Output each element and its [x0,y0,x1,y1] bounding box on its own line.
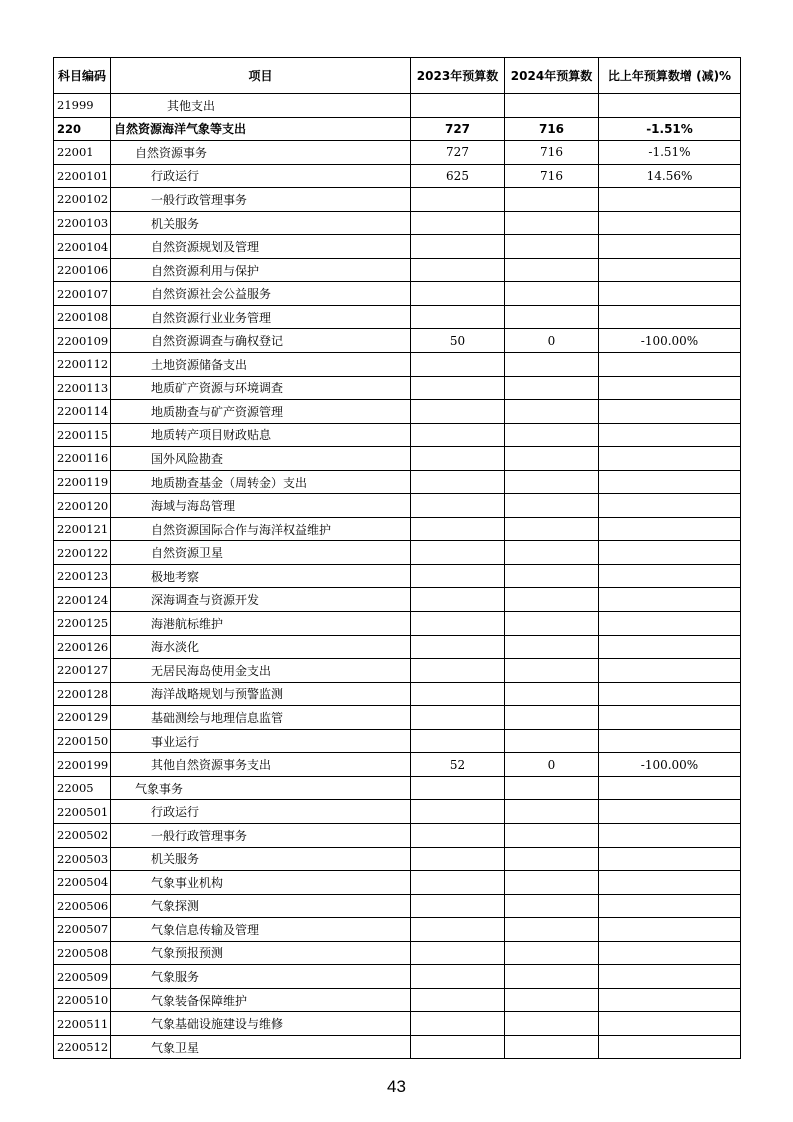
row-change [599,682,741,706]
row-code: 2200116 [54,447,111,471]
row-budget-2023 [411,494,505,518]
row-code: 2200101 [54,164,111,188]
row-code: 21999 [54,94,111,118]
table-row [54,517,741,541]
row-change [599,517,741,541]
row-budget-2023 [411,729,505,753]
row-budget-2024 [505,682,599,706]
row-budget-2023: 727 [411,117,505,141]
row-budget-2023 [411,235,505,259]
table-row [54,729,741,753]
row-name: 其他支出 [111,94,411,118]
row-change: -1.51% [599,117,741,141]
row-budget-2024 [505,871,599,895]
row-name: 一般行政管理事务 [111,188,411,212]
row-name: 气象事业机构 [111,871,411,895]
row-change [599,612,741,636]
row-code: 2200114 [54,400,111,424]
row-budget-2023 [411,353,505,377]
table-row [54,164,741,188]
row-name: 自然资源国际合作与海洋权益维护 [111,517,411,541]
row-change [599,988,741,1012]
table-row [54,612,741,636]
row-change: -100.00% [599,753,741,777]
header-change: 比上年预算数增 (减)% [599,58,741,94]
table-row [54,400,741,424]
table-row [54,188,741,212]
row-budget-2023 [411,541,505,565]
table-row [54,823,741,847]
row-name: 自然资源社会公益服务 [111,282,411,306]
row-change [599,894,741,918]
row-code: 22001 [54,141,111,165]
row-budget-2024 [505,423,599,447]
row-name: 机关服务 [111,847,411,871]
row-change [599,188,741,212]
row-budget-2024 [505,1012,599,1036]
table-row [54,541,741,565]
row-budget-2024 [505,541,599,565]
row-budget-2024 [505,305,599,329]
row-code: 2200511 [54,1012,111,1036]
row-budget-2024 [505,941,599,965]
row-code: 2200107 [54,282,111,306]
row-budget-2024 [505,470,599,494]
row-name: 地质转产项目财政贴息 [111,423,411,447]
row-change [599,494,741,518]
row-name: 海域与海岛管理 [111,494,411,518]
row-code: 2200103 [54,211,111,235]
table-row [54,564,741,588]
row-budget-2023: 52 [411,753,505,777]
row-budget-2023 [411,682,505,706]
row-budget-2023 [411,588,505,612]
row-budget-2024 [505,988,599,1012]
table-row [54,894,741,918]
row-name: 行政运行 [111,164,411,188]
row-code: 2200129 [54,706,111,730]
row-budget-2023 [411,823,505,847]
row-name: 极地考察 [111,564,411,588]
row-budget-2024 [505,447,599,471]
row-name: 海港航标维护 [111,612,411,636]
row-budget-2024 [505,94,599,118]
row-name: 气象装备保障维护 [111,988,411,1012]
row-budget-2023 [411,800,505,824]
row-change [599,588,741,612]
table-row [54,871,741,895]
row-change [599,211,741,235]
row-budget-2023 [411,376,505,400]
table-row [54,376,741,400]
table-row [54,423,741,447]
row-name: 国外风险勘查 [111,447,411,471]
header-budget-2023: 2023年预算数 [411,58,505,94]
row-change [599,941,741,965]
row-name: 土地资源储备支出 [111,353,411,377]
row-code: 2200150 [54,729,111,753]
row-budget-2024 [505,776,599,800]
row-budget-2024: 716 [505,164,599,188]
row-budget-2024: 0 [505,753,599,777]
table-row [54,329,741,353]
row-code: 2200512 [54,1035,111,1059]
table-row [54,141,741,165]
row-change [599,823,741,847]
row-change [599,447,741,471]
row-budget-2023 [411,470,505,494]
row-code: 2200504 [54,871,111,895]
row-budget-2024 [505,400,599,424]
table-row [54,588,741,612]
row-budget-2024 [505,235,599,259]
table-row [54,94,741,118]
row-code: 2200506 [54,894,111,918]
row-name: 自然资源海洋气象等支出 [111,117,411,141]
table-row [54,211,741,235]
row-budget-2023 [411,659,505,683]
row-change [599,353,741,377]
row-change [599,847,741,871]
row-name: 自然资源卫星 [111,541,411,565]
row-code: 2200120 [54,494,111,518]
row-budget-2023 [411,447,505,471]
header-name: 项目 [111,58,411,94]
table-row [54,753,741,777]
row-budget-2024 [505,211,599,235]
row-name: 海洋战略规划与预警监测 [111,682,411,706]
row-change [599,470,741,494]
table-row [54,258,741,282]
row-budget-2023 [411,894,505,918]
row-code: 2200503 [54,847,111,871]
row-budget-2024 [505,729,599,753]
row-code: 2200119 [54,470,111,494]
table-row [54,682,741,706]
row-name: 自然资源调查与确权登记 [111,329,411,353]
row-change [599,871,741,895]
row-budget-2023 [411,188,505,212]
row-change [599,564,741,588]
row-budget-2024: 716 [505,141,599,165]
row-budget-2023: 50 [411,329,505,353]
row-name: 气象卫星 [111,1035,411,1059]
row-code: 2200122 [54,541,111,565]
row-budget-2024 [505,1035,599,1059]
row-code: 2200109 [54,329,111,353]
row-budget-2024: 0 [505,329,599,353]
row-code: 2200510 [54,988,111,1012]
row-change [599,1012,741,1036]
header-code: 科目编码 [54,58,111,94]
page-number: 43 [387,1077,406,1096]
row-budget-2023 [411,258,505,282]
row-change [599,1035,741,1059]
row-budget-2023 [411,305,505,329]
table-row [54,941,741,965]
row-budget-2023 [411,1035,505,1059]
row-change: 14.56% [599,164,741,188]
row-budget-2024 [505,258,599,282]
row-name: 地质矿产资源与环境调查 [111,376,411,400]
table-row [54,117,741,141]
row-name: 行政运行 [111,800,411,824]
row-budget-2024 [505,965,599,989]
table-body [54,94,741,1059]
row-code: 2200124 [54,588,111,612]
row-code: 2200108 [54,305,111,329]
row-name: 深海调查与资源开发 [111,588,411,612]
row-budget-2023 [411,612,505,636]
table-row [54,706,741,730]
row-code: 2200113 [54,376,111,400]
table-row [54,800,741,824]
row-code: 2200501 [54,800,111,824]
row-budget-2023 [411,776,505,800]
row-budget-2024 [505,494,599,518]
row-budget-2024 [505,706,599,730]
table-row [54,776,741,800]
row-name: 其他自然资源事务支出 [111,753,411,777]
row-budget-2023 [411,847,505,871]
row-change [599,305,741,329]
row-change [599,918,741,942]
row-name: 自然资源事务 [111,141,411,165]
row-budget-2024: 716 [505,117,599,141]
table-row [54,659,741,683]
row-change: -100.00% [599,329,741,353]
row-budget-2024 [505,376,599,400]
row-name: 自然资源规划及管理 [111,235,411,259]
row-change [599,965,741,989]
row-budget-2023 [411,400,505,424]
row-budget-2023 [411,635,505,659]
row-budget-2023 [411,918,505,942]
row-change [599,800,741,824]
row-name: 气象探测 [111,894,411,918]
row-code: 22005 [54,776,111,800]
row-budget-2023 [411,564,505,588]
row-code: 2200509 [54,965,111,989]
row-change [599,423,741,447]
row-code: 2200508 [54,941,111,965]
row-code: 2200126 [54,635,111,659]
row-change [599,659,741,683]
row-code: 2200199 [54,753,111,777]
row-change [599,635,741,659]
table-row [54,1035,741,1059]
row-code: 2200112 [54,353,111,377]
row-budget-2023 [411,211,505,235]
row-change [599,258,741,282]
row-budget-2024 [505,918,599,942]
row-budget-2024 [505,564,599,588]
row-budget-2023 [411,1012,505,1036]
row-name: 地质勘查基金（周转金）支出 [111,470,411,494]
table-row [54,965,741,989]
row-change [599,235,741,259]
table-row [54,635,741,659]
row-budget-2024 [505,659,599,683]
table-row [54,282,741,306]
row-code: 2200106 [54,258,111,282]
row-budget-2023 [411,941,505,965]
row-budget-2023 [411,423,505,447]
table-row [54,470,741,494]
row-code: 2200125 [54,612,111,636]
row-name: 无居民海岛使用金支出 [111,659,411,683]
table-row [54,235,741,259]
row-budget-2024 [505,894,599,918]
row-budget-2023 [411,988,505,1012]
row-change [599,541,741,565]
row-budget-2024 [505,612,599,636]
row-budget-2023 [411,94,505,118]
row-name: 地质勘查与矿产资源管理 [111,400,411,424]
row-code: 2200115 [54,423,111,447]
table-row [54,353,741,377]
table-row [54,847,741,871]
row-change [599,94,741,118]
row-budget-2024 [505,588,599,612]
row-change [599,376,741,400]
row-name: 气象基础设施建设与维修 [111,1012,411,1036]
row-budget-2023 [411,965,505,989]
row-budget-2024 [505,188,599,212]
row-name: 气象服务 [111,965,411,989]
row-budget-2023 [411,871,505,895]
table-row [54,918,741,942]
table-row [54,494,741,518]
table-row [54,305,741,329]
row-budget-2024 [505,282,599,306]
row-name: 自然资源行业业务管理 [111,305,411,329]
row-change [599,776,741,800]
row-change [599,400,741,424]
header-budget-2024: 2024年预算数 [505,58,599,94]
row-code: 2200104 [54,235,111,259]
row-code: 2200507 [54,918,111,942]
row-code: 2200123 [54,564,111,588]
row-budget-2024 [505,847,599,871]
row-name: 基础测绘与地理信息监管 [111,706,411,730]
row-budget-2024 [505,353,599,377]
row-code: 220 [54,117,111,141]
budget-table [53,57,741,1059]
row-budget-2024 [505,823,599,847]
row-name: 海水淡化 [111,635,411,659]
row-budget-2023 [411,706,505,730]
row-name: 气象事务 [111,776,411,800]
row-change [599,706,741,730]
row-name: 机关服务 [111,211,411,235]
row-name: 自然资源利用与保护 [111,258,411,282]
row-budget-2023 [411,282,505,306]
row-code: 2200127 [54,659,111,683]
row-change [599,282,741,306]
table-row [54,447,741,471]
row-code: 2200121 [54,517,111,541]
row-budget-2023: 727 [411,141,505,165]
table-row [54,988,741,1012]
header-row [54,58,741,94]
row-budget-2023 [411,517,505,541]
row-budget-2023: 625 [411,164,505,188]
row-change [599,729,741,753]
row-code: 2200502 [54,823,111,847]
table-header [54,58,741,94]
row-budget-2024 [505,517,599,541]
table-row [54,1012,741,1036]
row-name: 气象预报预测 [111,941,411,965]
row-name: 气象信息传输及管理 [111,918,411,942]
row-budget-2024 [505,635,599,659]
row-name: 事业运行 [111,729,411,753]
row-code: 2200102 [54,188,111,212]
row-name: 一般行政管理事务 [111,823,411,847]
row-code: 2200128 [54,682,111,706]
row-change: -1.51% [599,141,741,165]
row-budget-2024 [505,800,599,824]
